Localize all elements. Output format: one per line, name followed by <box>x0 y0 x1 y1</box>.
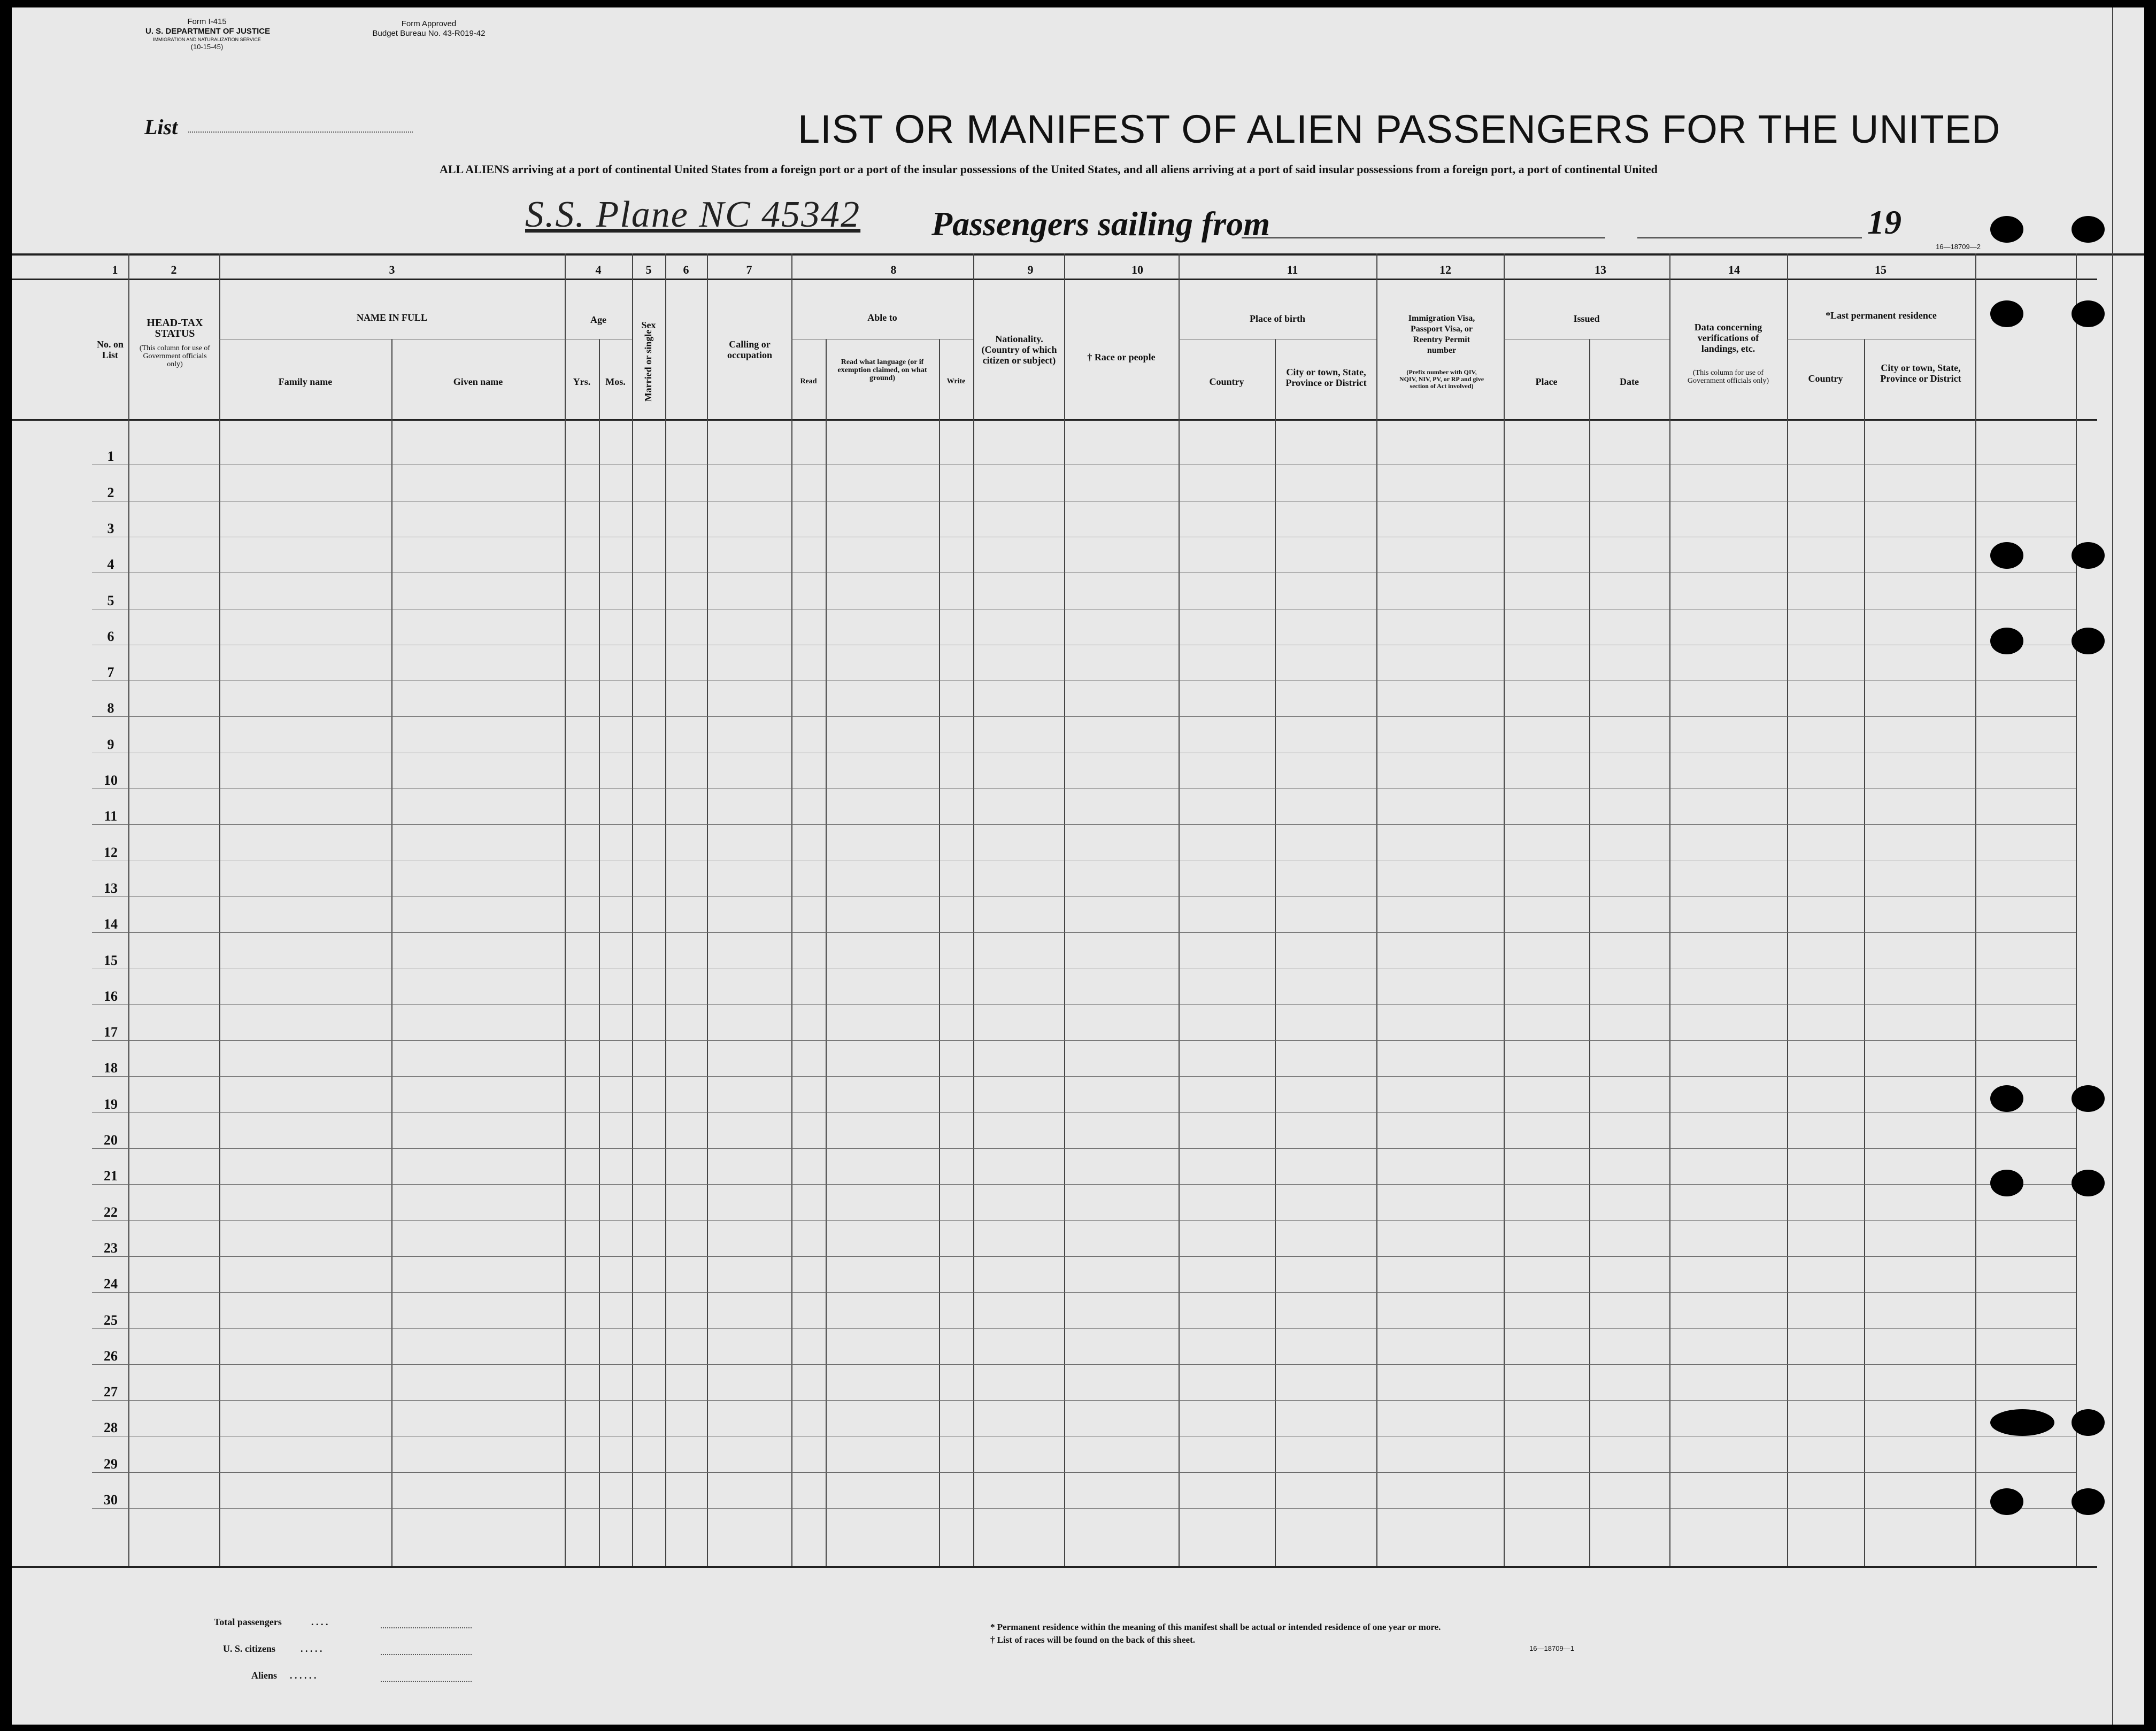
col-divider <box>665 253 666 1566</box>
col-divider <box>1179 253 1180 1566</box>
row-number: 3 <box>107 521 114 536</box>
column-number: 8 <box>890 263 897 276</box>
col-divider <box>599 339 600 1566</box>
row-rule <box>92 1292 2076 1293</box>
column-number: 12 <box>1439 263 1451 276</box>
footnote-races: † List of races will be found on the back of this sheet. <box>990 1635 1195 1645</box>
year-prefix: 19 <box>1867 203 1901 241</box>
column-number: 4 <box>595 263 602 276</box>
col-divider <box>1787 253 1788 1566</box>
row-number: 24 <box>104 1276 118 1292</box>
date-code: (10-15-45) <box>190 43 224 51</box>
row-number: 18 <box>104 1060 118 1076</box>
col-divider <box>1376 253 1377 1566</box>
header-sex: Sex <box>641 320 656 330</box>
row-number: 11 <box>104 808 118 824</box>
column-number: 5 <box>645 263 652 276</box>
page-edge-line <box>2112 7 2113 1725</box>
row-number: 17 <box>104 1024 118 1040</box>
row-number: 19 <box>104 1096 118 1112</box>
header-read-language: Read what language (or if exemption claimed, on what ground) <box>837 358 927 382</box>
row-rule <box>92 1004 2076 1005</box>
sailing-date-field[interactable] <box>1637 237 1862 238</box>
header-residence-country: Country <box>1808 373 1843 384</box>
column-number: 10 <box>1131 263 1143 276</box>
header-birth-city: City or town, State, Province or District <box>1285 367 1367 388</box>
punch-hole <box>1990 300 2023 327</box>
col-divider <box>1669 253 1670 1566</box>
header-data-concerning: Data concerning verifications of landings, etc. <box>1694 322 1762 354</box>
punch-hole <box>2072 628 2105 654</box>
punch-hole <box>2072 300 2105 327</box>
row-number: 25 <box>104 1312 118 1328</box>
print-code-top: 16—18709—2 <box>1936 243 1981 251</box>
page-subtitle: ALL ALIENS arriving at a port of continental United States from a foreign port or a port of the insular possessions of the United States, and all aliens arriving at a port of said insular possessions from a foreign port, a port of continental United <box>440 163 1658 176</box>
row-number: 8 <box>107 700 114 716</box>
col-divider <box>1064 253 1065 1566</box>
row-number: 29 <box>104 1456 118 1472</box>
column-number: 9 <box>1027 263 1034 276</box>
column-number-rule <box>12 279 2097 280</box>
column-number: 3 <box>389 263 395 276</box>
header-write: Write <box>946 377 966 385</box>
punch-hole <box>1990 1085 2023 1112</box>
col-divider <box>973 253 974 1566</box>
column-number: 13 <box>1595 263 1606 276</box>
header-age-yrs: Yrs. <box>573 376 591 387</box>
row-rule <box>92 1040 2076 1041</box>
col-divider <box>1864 339 1865 1566</box>
row-rule <box>92 716 2076 717</box>
us-citizens-field[interactable] <box>381 1654 472 1655</box>
col-divider <box>1589 339 1590 1566</box>
column-number: 2 <box>171 263 177 276</box>
header-visa: Immigration Visa, Passport Visa, or Reentry Permit number <box>1408 314 1475 355</box>
vessel-name-handwritten: S.S. Plane NC 45342 <box>525 194 861 235</box>
col-divider <box>791 253 792 1566</box>
row-number: 14 <box>104 916 118 932</box>
column-number: 11 <box>1287 263 1298 276</box>
row-number: 30 <box>104 1492 118 1508</box>
total-passengers-label: Total passengers <box>214 1617 282 1627</box>
row-rule <box>92 1256 2076 1257</box>
column-number: 15 <box>1875 263 1886 276</box>
header-head-tax-note: (This column for use of Government officials only) <box>139 344 211 368</box>
header-visa-note: (Prefix number with QIV, NQIV, NIV, PV, or RP and give section of Act involved) <box>1399 368 1484 390</box>
col-divider <box>391 339 392 1566</box>
col-divider <box>1975 253 1976 1566</box>
punch-hole <box>1990 1488 2023 1515</box>
row-number: 9 <box>107 737 114 752</box>
page-title: LIST OR MANIFEST OF ALIEN PASSENGERS FOR THE UNITED <box>798 107 2001 151</box>
header-issued-date: Date <box>1620 376 1639 387</box>
punch-hole <box>2072 1409 2105 1436</box>
col-divider <box>565 253 566 1566</box>
row-rule <box>92 1184 2076 1185</box>
row-number: 20 <box>104 1132 118 1148</box>
header-head-tax: HEAD-TAX STATUS <box>147 317 203 339</box>
footnote-residence: * Permanent residence within the meaning of this manifest shall be actual or intended residence of one year or more. <box>990 1622 1441 1632</box>
row-rule <box>92 1508 2076 1509</box>
header-last-residence: *Last permanent residence <box>1826 310 1937 321</box>
form-number: Form I-415 <box>187 17 227 26</box>
col-divider <box>1275 339 1276 1566</box>
col-divider <box>1504 253 1505 1566</box>
row-number: 10 <box>104 772 118 788</box>
punch-hole <box>2072 1488 2105 1515</box>
punch-hole <box>2072 216 2105 243</box>
col-divider <box>826 339 827 1566</box>
header-age-mos: Mos. <box>605 376 626 387</box>
row-number: 2 <box>107 485 114 500</box>
row-number: 26 <box>104 1348 118 1364</box>
row-rule <box>92 824 2076 825</box>
header-place-of-birth: Place of birth <box>1250 313 1305 324</box>
form-approved: Form Approved <box>401 19 457 28</box>
punch-hole <box>2072 1085 2105 1112</box>
column-number: 14 <box>1728 263 1740 276</box>
list-number-field[interactable] <box>188 132 413 133</box>
header-issued-place: Place <box>1535 376 1558 387</box>
us-citizens-label: U. S. citizens <box>223 1643 275 1654</box>
header-name-in-full: NAME IN FULL <box>356 312 427 323</box>
row-rule <box>92 1112 2076 1113</box>
header-data-note: (This column for use of Government officials only) <box>1687 369 1769 385</box>
aliens-field[interactable] <box>381 1681 472 1682</box>
sailing-from-label: Passengers sailing from <box>931 205 1270 243</box>
punch-hole <box>2072 1170 2105 1196</box>
total-passengers-field[interactable] <box>381 1627 472 1628</box>
print-code-bottom: 16—18709—1 <box>1529 1644 1574 1652</box>
col-divider <box>939 339 940 1566</box>
row-rule <box>92 1328 2076 1329</box>
row-number: 21 <box>104 1168 118 1184</box>
column-number: 1 <box>112 263 118 276</box>
row-rule <box>92 1076 2076 1077</box>
row-number: 7 <box>107 664 114 680</box>
header-birth-country: Country <box>1209 376 1244 387</box>
header-able-to: Able to <box>867 312 897 323</box>
row-number: 27 <box>104 1384 118 1400</box>
punch-hole <box>1990 1409 2054 1436</box>
row-rule <box>92 932 2076 933</box>
manifest-sheet: Form I-415 U. S. DEPARTMENT OF JUSTICE IMMIGRATION AND NATURALIZATION SERVICE (10-15-45) Form Approved Budget Bureau No. 43-R019-42 List LIST OR MANIFEST OF ALIEN PASSENGERS FOR THE UNITED ALL ALIENS arriving at a port of continental United States from a foreign port or a port of the insular possessions of the United States, and all aliens arriving at a port of said insular possessions from a foreign port, a port of continental United S.S. Plane NC 45342 Passengers sailing from 19 16—18709—2 1 2 3 4 5 6 7 8 9 10 11 12 13 14 15 No. on List HEAD-TAX STATUS (This column for use of Government officials only) NAME IN FULL Family name Given name Age Yrs. Mos. Sex Married or single Calling or occupation Able to Read Read what language (or if exemption claimed, on what ground) Write Nationality. (Country of which citizen or subject) † Race or people Place of birth Country City or town, State, Province or District Immigration Visa, Passport Visa, or Reentry Permit number (Prefix number with QIV, NQIV, NIV, PV, or RP and give section of Act involved) Issued Place Date Data concerning verifications of landings, etc. (This column for use of Government officials only) *Last permanent residence Country City or town, State, Province or District 1 2 3 4 5 6 7 8 9 10 11 12 13 14 15 16 17 18 19 20 21 22 23 24 25 26 27 28 29 30 Total passengers . . . . U. S. citizens . . . . . Aliens . . . . . . * Permanent residence within the meaning of this manifest shall be actual or intended residence of one year or more. † List of races will be found on the back of this sheet. 16—18709—1 <box>12 7 2144 1725</box>
row-number: 22 <box>104 1204 118 1220</box>
row-number: 16 <box>104 988 118 1004</box>
budget-bureau: Budget Bureau No. 43-R019-42 <box>372 29 486 38</box>
col-divider <box>632 253 633 1566</box>
punch-hole <box>1990 1170 2023 1196</box>
header-race: † Race or people <box>1087 352 1156 362</box>
row-number: 4 <box>107 557 114 572</box>
row-rule <box>92 1220 2076 1221</box>
header-nationality: Nationality. (Country of which citizen or subject) <box>981 334 1057 366</box>
department: U. S. DEPARTMENT OF JUSTICE <box>145 27 271 36</box>
header-age: Age <box>590 314 606 325</box>
table-bottom-rule <box>12 1566 2097 1568</box>
header-read: Read <box>800 377 817 385</box>
header-bottom-rule <box>12 419 2097 421</box>
row-number: 6 <box>107 629 114 644</box>
header-given-name: Given name <box>453 376 503 387</box>
row-rule <box>92 1472 2076 1473</box>
header-married-single: Married or single <box>643 329 653 402</box>
sailing-port-field[interactable] <box>1242 237 1605 238</box>
column-number: 6 <box>683 263 689 276</box>
col-divider <box>2076 253 2077 1566</box>
punch-hole <box>1990 542 2023 569</box>
row-number: 13 <box>104 880 118 896</box>
row-rule <box>92 1400 2076 1401</box>
header-family-name: Family name <box>278 376 333 387</box>
row-number: 23 <box>104 1240 118 1256</box>
punch-hole <box>1990 628 2023 654</box>
row-rule <box>92 1364 2076 1365</box>
row-rule <box>92 1148 2076 1149</box>
row-number: 28 <box>104 1420 118 1435</box>
col-divider <box>219 253 220 1566</box>
table-top-rule <box>12 253 2144 256</box>
column-number: 7 <box>746 263 752 276</box>
header-issued: Issued <box>1573 313 1600 324</box>
punch-hole <box>1990 216 2023 243</box>
row-number: 1 <box>107 449 114 464</box>
list-label: List <box>144 115 178 139</box>
header-no-on-list: No. on List <box>96 339 124 360</box>
row-number: 5 <box>107 593 114 608</box>
header-residence-city: City or town, State, Province or District <box>1880 362 1961 384</box>
header-calling: Calling or occupation <box>727 339 772 360</box>
row-number: 12 <box>104 845 118 860</box>
row-number: 15 <box>104 953 118 968</box>
service: IMMIGRATION AND NATURALIZATION SERVICE <box>153 37 261 42</box>
col-divider <box>707 253 708 1566</box>
punch-hole <box>2072 542 2105 569</box>
aliens-label: Aliens <box>251 1670 278 1681</box>
